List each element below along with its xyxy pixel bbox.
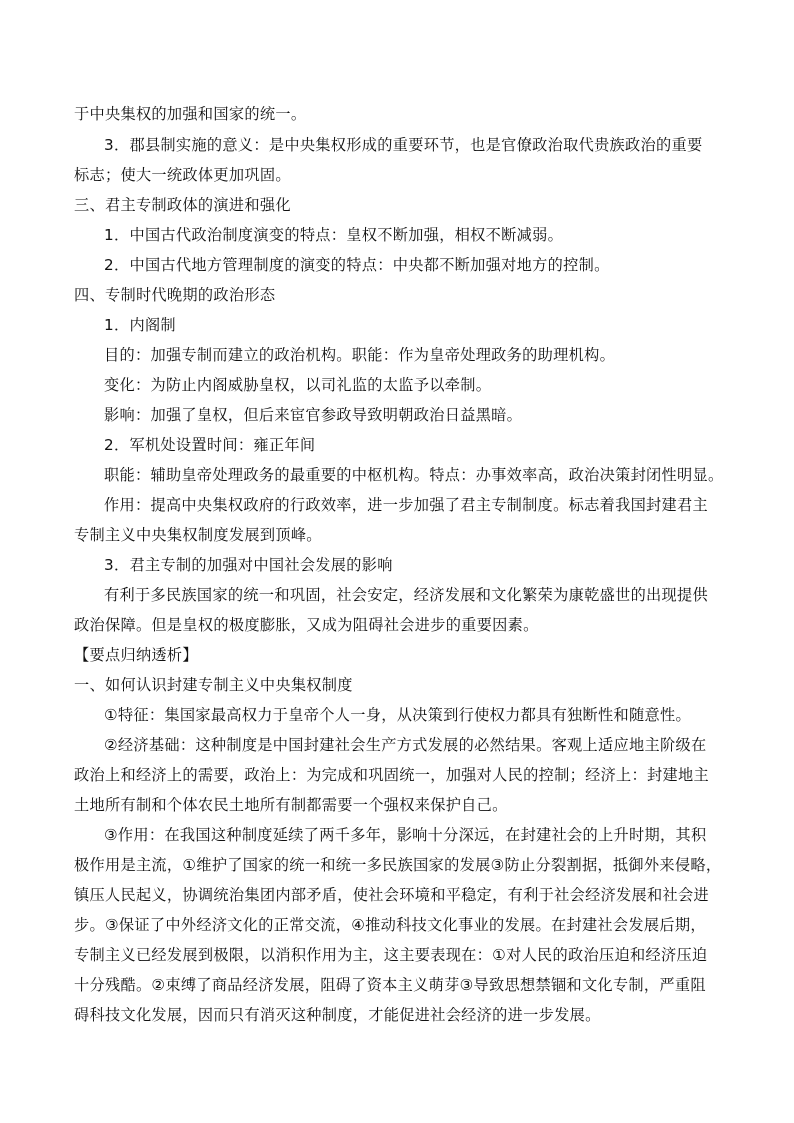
text-line: 镇压人民起义，协调统治集团内部矛盾，使社会环境和平稳定，有利于社会经济发展和社会进 — [74, 886, 709, 904]
text-line: 专制主义已经发展到极限，以消积作用为主，这主要表现在：①对人民的政治压迫和经济压迫 — [74, 946, 708, 964]
section-heading: 三、君主专制政体的演进和强化 — [74, 196, 291, 214]
text-line: 标志；使大一统政体更加巩固。 — [74, 166, 291, 184]
subheading: 1．内阁制 — [104, 316, 176, 334]
subheading: 2．军机处设置时间：雍正年间 — [104, 436, 316, 454]
text-line: 影响：加强了皇权，但后来宦官参政导致明朝政治日益黑暗。 — [104, 406, 523, 424]
text-line: 职能：辅助皇帝处理政务的最重要的中枢机构。特点：办事效率高，政治决策封闭性明显。 — [104, 466, 724, 484]
text-line: 有利于多民族国家的统一和巩固，社会安定，经济发展和文化繁荣为康乾盛世的出现提供 — [104, 586, 709, 604]
subheading: 3．君主专制的加强对中国社会发展的影响 — [104, 556, 393, 574]
text-line: 步。③保证了中外经济文化的正常交流，④推动科技文化事业的发展。在封建社会发展后期， — [74, 916, 706, 934]
section-heading: 【要点归纳透析】 — [74, 646, 198, 664]
section-heading: 四、专制时代晚期的政治形态 — [74, 286, 276, 304]
text-line: 于中央集权的加强和国家的统一。 — [74, 105, 307, 123]
text-line: 极作用是主流，①维护了国家的统一和统一多民族国家的发展③防止分裂割据，抵御外来侵略， — [74, 856, 722, 874]
text-line: 十分残酷。②束缚了商品经济发展，阻碍了资本主义萌芽③导致思想禁锢和文化专制，严重阻 — [74, 976, 706, 994]
text-line: 作用：提高中央集权政府的行政效率，进一步加强了君主专制制度。标志着我国封建君主 — [104, 496, 709, 514]
text-line: 目的：加强专制而建立的政治机构。职能：作为皇帝处理政务的助理机构。 — [104, 346, 616, 364]
text-line: 政治保障。但是皇权的极度膨胀，又成为阻碍社会进步的重要因素。 — [74, 616, 539, 634]
text-line: 1．中国古代政治制度演变的特点：皇权不断加强，相权不断减弱。 — [104, 226, 564, 244]
text-line: 变化：为防止内阁威胁皇权，以司礼监的太监予以牵制。 — [104, 376, 492, 394]
text-line: 政治上和经济上的需要，政治上：为完成和巩固统一，加强对人民的控制；经济上：封建地主 — [74, 766, 709, 784]
text-line: ②经济基础：这种制度是中国封建社会生产方式发展的必然结果。客观上适应地主阶级在 — [104, 736, 707, 754]
text-line: ①特征：集国家最高权力于皇帝个人一身，从决策到行使权力都具有独断性和随意性。 — [104, 706, 691, 724]
text-line: 土地所有制和个体农民土地所有制都需要一个强权来保护自己。 — [74, 796, 508, 814]
text-line: 2．中国古代地方管理制度的演变的特点：中央都不断加强对地方的控制。 — [104, 256, 610, 274]
text-line: 专制主义中央集权制度发展到顶峰。 — [74, 526, 322, 544]
section-heading: 一、如何认识封建专制主义中央集权制度 — [74, 676, 353, 694]
text-line: 3．郡县制实施的意义：是中央集权形成的重要环节，也是官僚政治取代贵族政治的重要 — [104, 136, 703, 154]
text-line: ③作用：在我国这种制度延续了两千多年，影响十分深远，在封建社会的上升时期，其积 — [104, 826, 707, 844]
text-line: 碍科技文化发展，因而只有消灭这种制度，才能促进社会经济的进一步发展。 — [74, 1006, 601, 1024]
